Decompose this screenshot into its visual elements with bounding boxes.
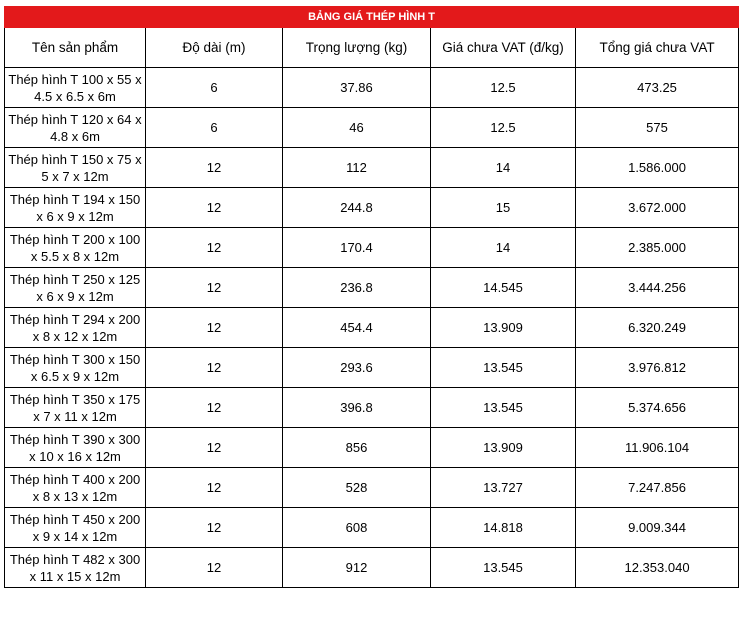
cell-total-price: 2.385.000 bbox=[576, 228, 739, 268]
cell-product-name: Thép hình T 300 x 150 x 6.5 x 9 x 12m bbox=[5, 348, 146, 388]
cell-unit-price: 14 bbox=[431, 148, 576, 188]
cell-product-name: Thép hình T 120 x 64 x 4.8 x 6m bbox=[5, 108, 146, 148]
cell-length: 12 bbox=[146, 268, 283, 308]
cell-length: 12 bbox=[146, 388, 283, 428]
header-unit-price: Giá chưa VAT (đ/kg) bbox=[431, 28, 576, 68]
cell-unit-price: 14 bbox=[431, 228, 576, 268]
cell-length: 12 bbox=[146, 308, 283, 348]
table-header-row bbox=[5, 28, 739, 68]
cell-weight: 608 bbox=[283, 508, 431, 548]
price-table-container bbox=[4, 6, 739, 588]
cell-weight: 454.4 bbox=[283, 308, 431, 348]
cell-total-price: 11.906.104 bbox=[576, 428, 739, 468]
cell-length: 12 bbox=[146, 228, 283, 268]
cell-length: 12 bbox=[146, 548, 283, 588]
table-row bbox=[5, 188, 739, 228]
cell-weight: 236.8 bbox=[283, 268, 431, 308]
cell-weight: 112 bbox=[283, 148, 431, 188]
cell-total-price: 3.444.256 bbox=[576, 268, 739, 308]
cell-product-name: Thép hình T 400 x 200 x 8 x 13 x 12m bbox=[5, 468, 146, 508]
header-total-price: Tổng giá chưa VAT bbox=[576, 28, 739, 68]
cell-length: 12 bbox=[146, 148, 283, 188]
cell-total-price: 6.320.249 bbox=[576, 308, 739, 348]
cell-weight: 912 bbox=[283, 548, 431, 588]
cell-length: 12 bbox=[146, 348, 283, 388]
table-row bbox=[5, 68, 739, 108]
cell-total-price: 575 bbox=[576, 108, 739, 148]
cell-length: 12 bbox=[146, 468, 283, 508]
cell-unit-price: 14.818 bbox=[431, 508, 576, 548]
cell-product-name: Thép hình T 150 x 75 x 5 x 7 x 12m bbox=[5, 148, 146, 188]
header-product-name: Tên sản phẩm bbox=[5, 28, 146, 68]
cell-weight: 293.6 bbox=[283, 348, 431, 388]
cell-weight: 396.8 bbox=[283, 388, 431, 428]
cell-total-price: 3.976.812 bbox=[576, 348, 739, 388]
cell-length: 6 bbox=[146, 68, 283, 108]
cell-unit-price: 13.909 bbox=[431, 308, 576, 348]
cell-product-name: Thép hình T 450 x 200 x 9 x 14 x 12m bbox=[5, 508, 146, 548]
cell-product-name: Thép hình T 390 x 300 x 10 x 16 x 12m bbox=[5, 428, 146, 468]
cell-total-price: 5.374.656 bbox=[576, 388, 739, 428]
cell-product-name: Thép hình T 194 x 150 x 6 x 9 x 12m bbox=[5, 188, 146, 228]
cell-weight: 170.4 bbox=[283, 228, 431, 268]
cell-product-name: Thép hình T 200 x 100 x 5.5 x 8 x 12m bbox=[5, 228, 146, 268]
table-title: BẢNG GIÁ THÉP HÌNH T bbox=[5, 7, 739, 28]
cell-unit-price: 14.545 bbox=[431, 268, 576, 308]
table-row bbox=[5, 308, 739, 348]
table-row bbox=[5, 508, 739, 548]
table-row bbox=[5, 468, 739, 508]
cell-length: 12 bbox=[146, 188, 283, 228]
price-table bbox=[4, 6, 739, 588]
cell-unit-price: 13.909 bbox=[431, 428, 576, 468]
table-row bbox=[5, 148, 739, 188]
cell-total-price: 12.353.040 bbox=[576, 548, 739, 588]
cell-length: 12 bbox=[146, 508, 283, 548]
cell-weight: 528 bbox=[283, 468, 431, 508]
cell-product-name: Thép hình T 294 x 200 x 8 x 12 x 12m bbox=[5, 308, 146, 348]
header-weight: Trọng lượng (kg) bbox=[283, 28, 431, 68]
table-row bbox=[5, 548, 739, 588]
cell-unit-price: 15 bbox=[431, 188, 576, 228]
cell-weight: 46 bbox=[283, 108, 431, 148]
table-row bbox=[5, 388, 739, 428]
cell-length: 6 bbox=[146, 108, 283, 148]
table-row bbox=[5, 428, 739, 468]
table-row bbox=[5, 108, 739, 148]
cell-total-price: 1.586.000 bbox=[576, 148, 739, 188]
table-row bbox=[5, 348, 739, 388]
table-row bbox=[5, 268, 739, 308]
cell-weight: 856 bbox=[283, 428, 431, 468]
cell-unit-price: 13.545 bbox=[431, 548, 576, 588]
table-title-row bbox=[5, 7, 739, 28]
cell-weight: 244.8 bbox=[283, 188, 431, 228]
cell-product-name: Thép hình T 250 x 125 x 6 x 9 x 12m bbox=[5, 268, 146, 308]
cell-unit-price: 13.545 bbox=[431, 348, 576, 388]
cell-product-name: Thép hình T 482 x 300 x 11 x 15 x 12m bbox=[5, 548, 146, 588]
cell-unit-price: 12.5 bbox=[431, 68, 576, 108]
cell-total-price: 3.672.000 bbox=[576, 188, 739, 228]
cell-unit-price: 13.545 bbox=[431, 388, 576, 428]
cell-total-price: 7.247.856 bbox=[576, 468, 739, 508]
cell-product-name: Thép hình T 350 x 175 x 7 x 11 x 12m bbox=[5, 388, 146, 428]
header-length: Độ dài (m) bbox=[146, 28, 283, 68]
table-row bbox=[5, 228, 739, 268]
cell-weight: 37.86 bbox=[283, 68, 431, 108]
cell-unit-price: 13.727 bbox=[431, 468, 576, 508]
cell-product-name: Thép hình T 100 x 55 x 4.5 x 6.5 x 6m bbox=[5, 68, 146, 108]
cell-unit-price: 12.5 bbox=[431, 108, 576, 148]
cell-length: 12 bbox=[146, 428, 283, 468]
cell-total-price: 9.009.344 bbox=[576, 508, 739, 548]
cell-total-price: 473.25 bbox=[576, 68, 739, 108]
